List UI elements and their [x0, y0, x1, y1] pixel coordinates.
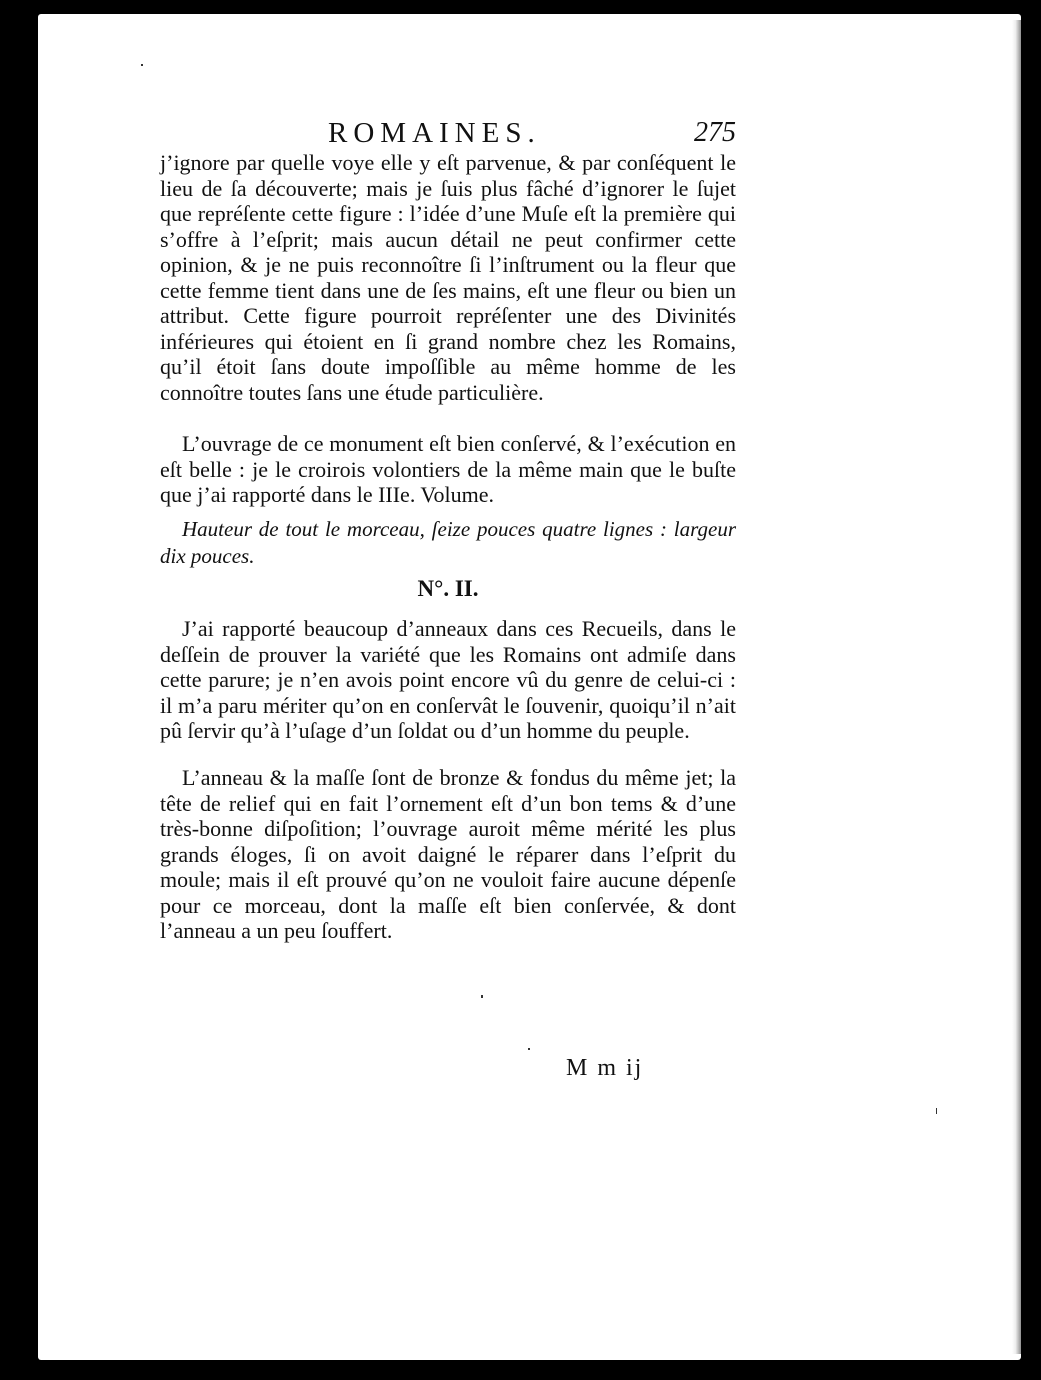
body-block-3 [160, 616, 736, 744]
paragraph-4: L’anneau & la maſſe ſont de bronze & fondus du même jet; la tête de relief qui en fait l’ornement eſt d’un bon tems & d’une très-bonne diſpoſition; l’ouvrage auroit même mérité les plus grands éloges, ſi on avoit daigné le réparer dans l’eſprit du moule; mais il eſt prouvé qu’on ne vouloit faire aucune dépenſe pour ce morceau, dont la maſſe eſt bien conſervée, & dont l’anneau a un peu ſouffert. [160, 765, 736, 943]
signature-mark: M m ij [566, 1055, 644, 1081]
body-block-4 [160, 765, 736, 944]
ink-speck [936, 1108, 937, 1114]
page-edge-shadow [1012, 20, 1021, 1354]
body-block-1 [160, 150, 736, 405]
paragraph-2: L’ouvrage de ce monument eſt bien conſervé, & l’exécution en eſt belle : je le croirois volontiers de la même main que le buſte que j’ai rapporté dans le IIIe. Volume. [160, 431, 736, 507]
section-heading: N°. II. [417, 576, 479, 601]
body-block-2 [160, 431, 736, 508]
running-title: ROMAINES. [328, 117, 541, 149]
paragraph-1: j’ignore par quelle voye elle y eſt parvenue, & par conſéquent le lieu de ſa découverte; mais je ſuis plus fâché d’ignorer le ſujet que repréſente cette figure : l’idée d’une Muſe eſt la première qui s’offre à l’eſprit; mais aucun détail ne peut confirmer cette opinion, & je ne puis reconnoître ſi l’inſtrument ou la fleur que cette femme tient dans une de ſes mains, eſt une fleur ou bien un attribut. Cette figure pourroit repréſenter une des Divinités inférieures qui étoient en ſi grand nombre chez les Romains, qu’il étoit ſans doute impoſſible au même homme de les connoître toutes ſans une étude particulière. [160, 150, 736, 405]
ink-speck [481, 995, 483, 998]
ink-speck [528, 1048, 530, 1050]
dimensions-caption-block [160, 516, 736, 570]
dimensions-caption: Hauteur de tout le morceau, ſeize pouces quatre lignes : largeur dix pouces. [160, 517, 736, 568]
ink-speck [141, 64, 143, 66]
paragraph-3: J’ai rapporté beaucoup d’anneaux dans ces Recueils, dans le deſſein de prouver la variété que les Romains ont admiſe dans cette parure; je n’en avois point encore vû du genre de celui-ci : il m’a paru mériter qu’on en conſervât le ſouvenir, quoiqu’il n’ait pû ſervir qu’à l’uſage d’un ſoldat ou d’un homme du peuple. [160, 616, 736, 743]
page-number: 275 [694, 117, 736, 148]
